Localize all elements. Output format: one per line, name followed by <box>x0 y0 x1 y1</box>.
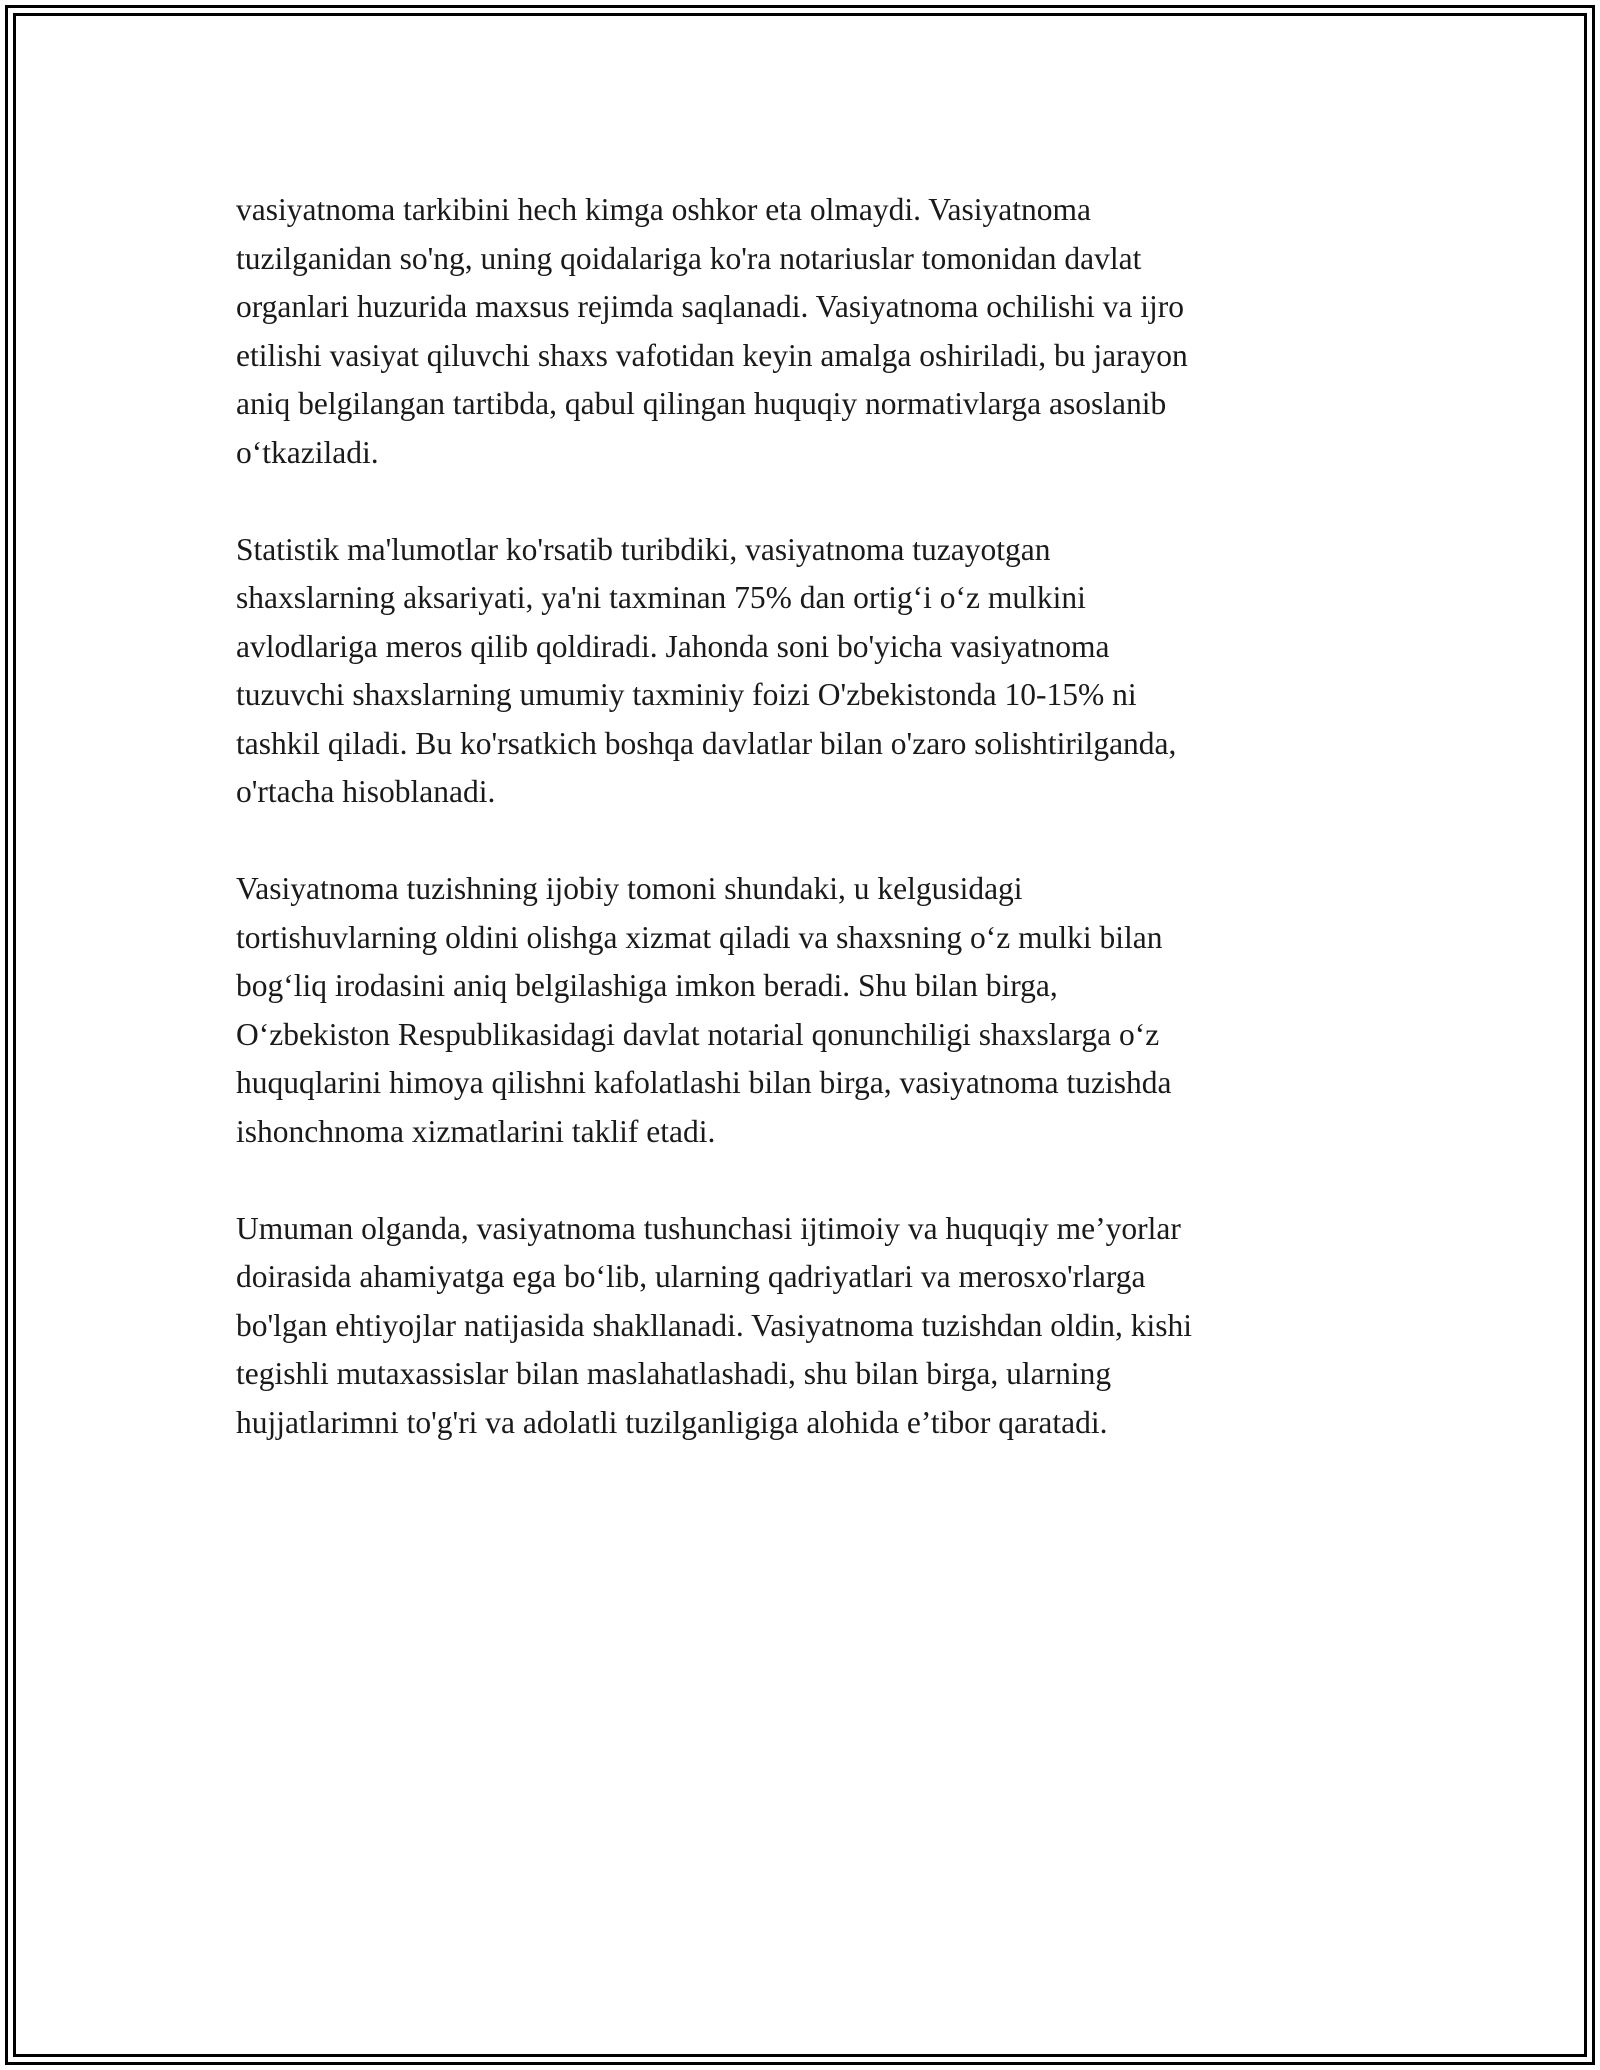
text-line: hujjatlarimni to'g'ri va adolatli tuzilganligiga alohida e’tibor qaratadi. <box>236 1404 1108 1440</box>
text-line: tashkil qiladi. Bu ko'rsatkich boshqa davlatlar bilan o'zaro solishtirilganda, <box>236 725 1177 761</box>
paragraph <box>236 865 1370 1156</box>
text-line: tortishuvlarning oldini olishga xizmat qiladi va shaxsning o‘z mulki bilan <box>236 919 1163 955</box>
text-line: o'rtacha hisoblanadi. <box>236 774 496 809</box>
text-line: bo'lgan ehtiyojlar natijasida shakllanadi. Vasiyatnoma tuzishdan oldin, kishi <box>236 1307 1193 1343</box>
text-line: doirasida ahamiyatga ega bo‘lib, ularning qadriyatlari va merosxo'rlarga <box>236 1259 1146 1294</box>
text-line: ishonchnoma xizmatlarini taklif etadi. <box>236 1113 716 1149</box>
text-line: aniq belgilangan tartibda, qabul qilingan huquqiy normativlarga asoslanib <box>236 386 1167 421</box>
text-line: Vasiyatnoma tuzishning ijobiy tomoni shundaki, u kelgusidagi <box>236 871 1023 906</box>
text-line: bog‘liq irodasini aniq belgilashiga imkon beradi. Shu bilan birga, <box>236 968 1058 1003</box>
text-line: tuzilganidan so'ng, uning qoidalariga ko'ra notariuslar tomonidan davlat <box>236 240 1142 276</box>
text-line: etilishi vasiyat qiluvchi shaxs vafotidan keyin amalga oshiriladi, bu jarayon <box>236 337 1188 373</box>
text-line: huquqlarini himoya qilishni kafolatlashi bilan birga, vasiyatnoma tuzishda <box>236 1065 1172 1100</box>
paragraph <box>236 1205 1370 1448</box>
paragraph <box>236 526 1370 817</box>
text-line: avlodlariga meros qilib qoldiradi. Jahonda soni bo'yicha vasiyatnoma <box>236 628 1110 664</box>
text-line: Umuman olganda, vasiyatnoma tushunchasi ijtimoiy va huquqiy me’yorlar <box>236 1210 1181 1246</box>
paragraph <box>236 186 1370 477</box>
text-line: tegishli mutaxassislar bilan maslahatlashadi, shu bilan birga, ularning <box>236 1356 1112 1391</box>
text-line: o‘tkaziladi. <box>236 434 379 470</box>
text-line: shaxslarning aksariyati, ya'ni taxminan 75% dan ortig‘i o‘z mulkini <box>236 580 1086 615</box>
text-line: vasiyatnoma tarkibini hech kimga oshkor eta olmaydi. Vasiyatnoma <box>236 192 1091 227</box>
text-line: tuzuvchi shaxslarning umumiy taxminiy foizi O'zbekistonda 10-15% ni <box>236 677 1137 712</box>
document-body <box>236 186 1370 1496</box>
text-line: organlari huzurida maxsus rejimda saqlanadi. Vasiyatnoma ochilishi va ijro <box>236 289 1184 324</box>
text-line: Statistik ma'lumotlar ko'rsatib turibdiki, vasiyatnoma tuzayotgan <box>236 531 1051 567</box>
text-line: O‘zbekiston Respublikasidagi davlat notarial qonunchiligi shaxslarga o‘z <box>236 1016 1160 1052</box>
